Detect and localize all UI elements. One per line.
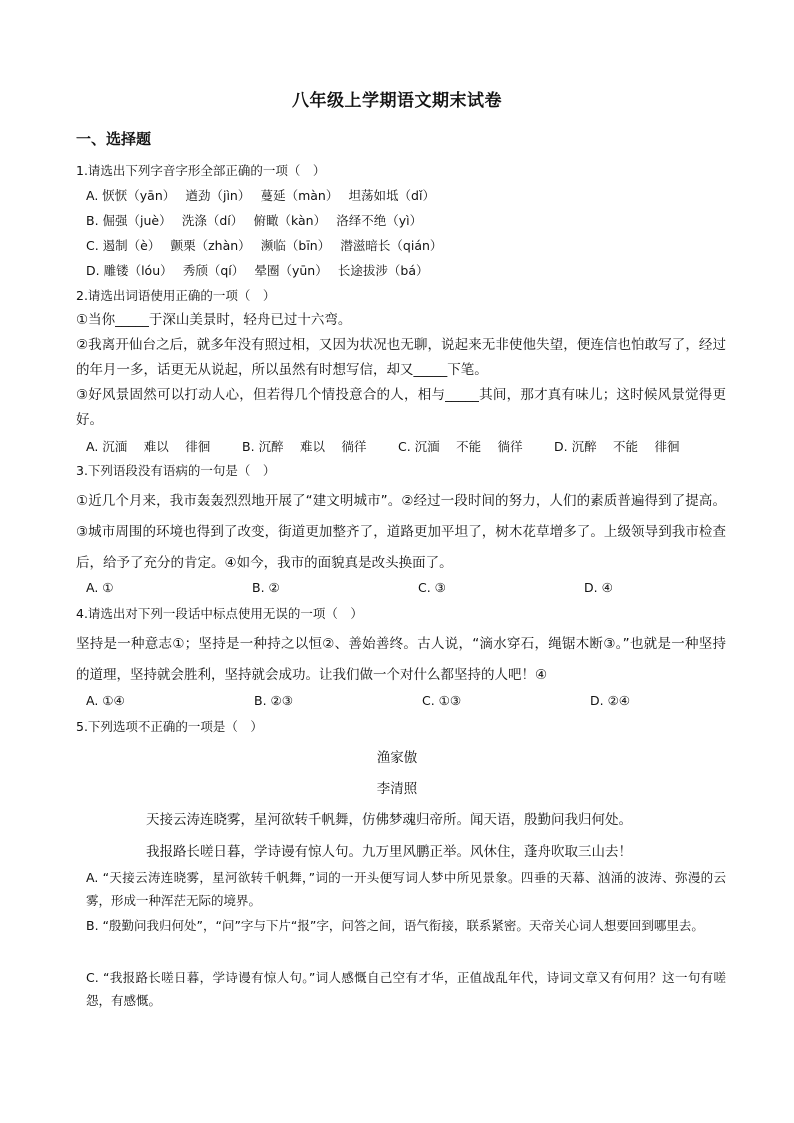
q3-passage: ①近几个月来，我市轰轰烈烈地开展了“建文明城市”。②经过一段时间的努力，人们的素质普遍得到了提高。③城市周围的环境也得到了改变，街道更加整齐了，道路更加平坦了，树木花草增多了。上级领导到我市检查后，给予了充分的肯定。④如今，我市的面貌真是改头换面了。 xyxy=(76,493,726,571)
poem-author: 李清照 xyxy=(376,781,418,797)
q4-passage: 坚持是一种意志①；坚持是一种持之以恒②、善始善终。古人说，“滴水穿石，绳锯木断③。”也就是一种坚持的道理，坚持就会胜利，坚持就会成功。让我们做一个对什么都坚持的人吧！④ xyxy=(76,636,726,683)
q2-sentence-3: ③好风景固然可以打动人心，但若得几个情投意合的人，相与_____其间，那才真有味儿；这时候风景觉得更好。 xyxy=(76,387,726,428)
q5-option-a: A. “天接云涛连晓雾，星河欲转千帆舞，”词的一开头便写词人梦中所见景象。四垂的天幕、汹涌的波涛、弥漫的云雾，形成一种浑茫无际的境界。 xyxy=(86,870,726,908)
q5-option-c: C. “我报路长嗟日暮，学诗谩有惊人句。”词人感慨自己空有才华，正值战乱年代，诗词文章又有何用？这一句有嗟怨，有感慨。 xyxy=(86,970,726,1008)
q1-stem: 1.请选出下列字音字形全部正确的一项（ ） xyxy=(76,163,326,178)
q2-stem: 2.请选出词语使用正确的一项（ ） xyxy=(76,288,276,303)
q4-option-b: B. ②③ xyxy=(254,693,293,708)
q2-sentence-1: ①当你_____于深山美景时，轻舟已过十六弯。 xyxy=(76,312,352,328)
q4-stem: 4.请选出对下列一段话中标点使用无误的一项（ ） xyxy=(76,606,363,621)
exam-title: 八年级上学期语文期末试卷 xyxy=(292,91,502,111)
q5-option-b: B. “殷勤问我归何处”，“问”字与下片“报”字，问答之间，语气衔接，联系紧密。天帝关心词人想要回到哪里去。 xyxy=(86,918,704,933)
q3-options xyxy=(86,580,726,600)
q4-options xyxy=(86,693,726,713)
q2-option-b: B. 沉醉 难以 徜徉 xyxy=(242,439,367,454)
q5-stem: 5.下列选项不正确的一项是（ ） xyxy=(76,719,263,734)
q3-option-a: A. ① xyxy=(86,580,114,595)
poem-line-2: 我报路长嗟日暮，学诗谩有惊人句。九万里风鹏正举。风休住，蓬舟吹取三山去！ xyxy=(146,844,632,860)
q1-option-b: B. 倔强（juè） 洗涤（dí） 俯瞰（kàn） 洛绎不绝（yì） xyxy=(86,213,423,228)
q3-option-c: C. ③ xyxy=(418,580,446,595)
q2-option-c: C. 沉湎 不能 徜徉 xyxy=(398,439,523,454)
q3-stem: 3.下列语段没有语病的一句是（ ） xyxy=(76,463,276,478)
q2-option-d: D. 沉醉 不能 徘徊 xyxy=(554,439,680,454)
q1-option-d: D. 雕镂（lóu） 秀颀（qí） 晕圈（yūn） 长途拔涉（bá） xyxy=(86,263,429,278)
poem-line-1: 天接云涛连晓雾，星河欲转千帆舞，仿佛梦魂归帝所。闻天语，殷勤问我归何处。 xyxy=(146,812,632,828)
q2-sentence-2: ②我离开仙台之后，就多年没有照过相，又因为状况也无聊，说起来无非使他失望，便连信也怕敢写了，经过的年月一多，话更无从说起，所以虽然有时想写信，却又_____下笔。 xyxy=(76,337,726,378)
section-heading: 一、选择题 xyxy=(76,130,152,148)
q4-option-a: A. ①④ xyxy=(86,693,125,708)
q3-option-d: D. ④ xyxy=(584,580,613,595)
poem-title: 渔家傲 xyxy=(376,750,418,766)
q1-option-c: C. 遏制（è） 颤栗（zhàn） 濒临（bīn） 潜滋暗长（qián） xyxy=(86,238,443,253)
q4-option-d: D. ②④ xyxy=(590,693,630,708)
q1-option-a: A. 恹恹（yān） 遒劲（jìn） 蔓延（màn） 坦荡如坻（dǐ） xyxy=(86,188,435,203)
q3-option-b: B. ② xyxy=(252,580,280,595)
q4-option-c: C. ①③ xyxy=(422,693,462,708)
q2-options xyxy=(86,437,726,457)
q2-option-a: A. 沉湎 难以 徘徊 xyxy=(86,439,211,454)
